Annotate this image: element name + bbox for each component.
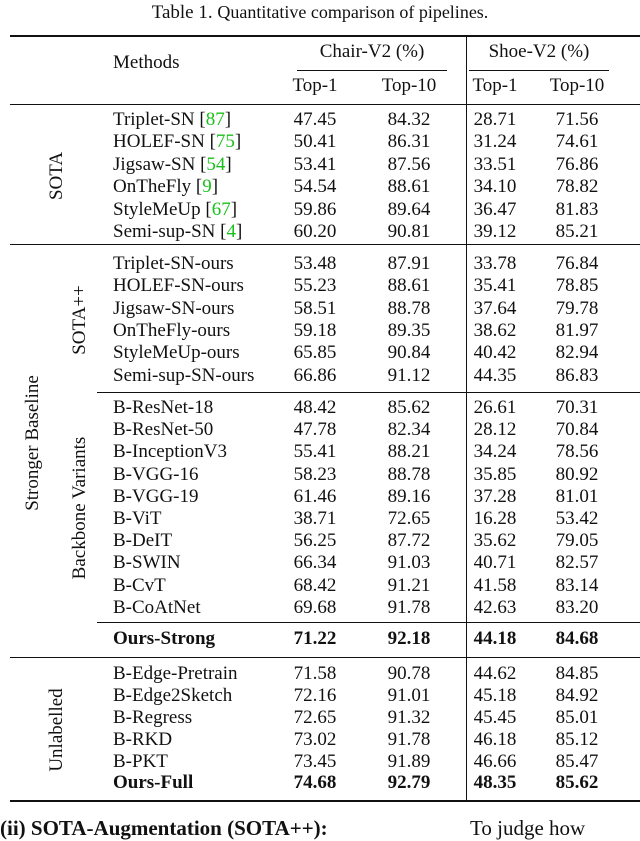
metric-cell: 91.03 [387,552,431,574]
method-name: B-RKD [113,728,173,750]
method-name: B-CoAtNet [113,596,201,618]
metric-cell: 81.83 [555,198,599,220]
shoe-header: Shoe-V2 (%) [488,41,590,62]
method-name: B-PKT [113,750,168,772]
caption-label: Table 1. [151,2,213,23]
metric-cell: 58.51 [293,297,337,319]
metric-cell: 89.64 [387,198,431,220]
metric-cell: 71.22 [293,628,337,649]
body-text-left: (ii) SOTA-Augmentation (SOTA++): [0,816,328,840]
metric-cell: 85.62 [387,397,431,418]
metric-cell: 53.42 [555,508,599,529]
metric-cell: 92.79 [387,772,431,793]
chair-top1-header: Top-1 [292,75,338,96]
metric-cell: 47.78 [293,419,337,441]
metric-cell: 66.86 [293,364,337,386]
metric-cell: 58.23 [293,463,337,485]
metric-cell: 28.12 [473,419,517,441]
metric-cell: 87.91 [387,253,431,274]
metric-cell: 60.20 [293,221,337,242]
top-rule [10,35,640,37]
metric-cell: 85.01 [555,706,599,728]
metric-cell: 44.35 [473,364,517,386]
bottom-rule [10,800,640,802]
metric-cell: 87.72 [387,530,431,552]
metric-cell: 37.64 [473,297,517,319]
table-caption [0,1,640,24]
metric-cell: 91.21 [387,574,431,596]
method-name: B-VGG-16 [113,463,199,485]
metric-cell: 90.81 [387,221,431,242]
metric-cell: 82.94 [555,342,599,364]
strong-rule [10,657,640,658]
caption-text: Quantitative comparison of pipelines. [217,2,489,22]
method-name: B-ResNet-18 [113,397,214,418]
metric-cell: 91.32 [387,706,431,728]
metric-cell: 76.84 [555,253,599,274]
metric-cell: 91.01 [387,684,431,706]
metric-cell: 31.24 [473,131,517,153]
method-name: B-VGG-19 [113,485,199,507]
method-name: B-InceptionV3 [113,441,227,463]
metric-cell: 44.18 [473,628,517,649]
metric-cell: 88.78 [387,463,431,485]
shoe-underline [469,70,609,71]
sota-rule [10,244,640,245]
citation-link[interactable]: 4 [226,221,236,242]
citation-link[interactable]: 54 [206,153,226,175]
method-name: HOLEF-SN [75] [113,131,242,153]
method-name: B-SWIN [113,552,181,574]
metric-cell: 83.14 [555,574,599,596]
metric-cell: 59.18 [293,319,337,341]
method-name: B-ViT [113,508,162,529]
metric-cell: 26.61 [473,397,517,418]
group-label-unlabelled: Unlabelled [46,688,67,772]
metric-cell: 89.16 [387,485,431,507]
metric-cell: 82.34 [387,419,431,441]
method-name: B-Edge-Pretrain [113,663,238,684]
metric-cell: 76.86 [555,153,599,175]
metric-cell: 81.97 [555,319,599,341]
method-name: Jigsaw-SN-ours [113,297,235,319]
method-name: Triplet-SN-ours [113,253,234,274]
metric-cell: 68.42 [293,574,337,596]
citation-link[interactable]: 75 [215,131,235,153]
metric-cell: 88.21 [387,441,431,463]
metric-cell: 91.12 [387,364,431,386]
metric-cell: 36.47 [473,198,517,220]
metric-cell: 71.56 [555,109,599,130]
metric-cell: 33.51 [473,153,517,175]
metric-cell: 81.01 [555,485,599,507]
metric-cell: 34.10 [473,176,517,198]
methods-header: Methods [113,52,180,73]
metric-cell: 35.85 [473,463,517,485]
method-name: B-Edge2Sketch [113,684,233,706]
metric-cell: 72.16 [293,684,337,706]
metric-cell: 73.45 [293,750,337,772]
metric-cell: 91.89 [387,750,431,772]
metric-cell: 41.58 [473,574,517,596]
metric-cell: 86.83 [555,364,599,386]
metric-cell: 90.78 [387,663,431,684]
metric-cell: 28.71 [473,109,517,130]
metric-cell: 70.84 [555,419,599,441]
metric-cell: 54.54 [293,176,337,198]
method-name: HOLEF-SN-ours [113,275,244,297]
method-name: Jigsaw-SN [54] [113,153,232,175]
metric-cell: 40.42 [473,342,517,364]
metric-cell: 42.63 [473,596,517,618]
metric-cell: 91.78 [387,596,431,618]
metric-cell: 79.78 [555,297,599,319]
metric-cell: 61.46 [293,485,337,507]
metric-cell: 84.68 [555,628,599,649]
group-label-sotapp: SOTA++ [69,285,90,355]
metric-cell: 83.20 [555,596,599,618]
metric-cell: 73.02 [293,728,337,750]
group-label-backbone-variants: Backbone Variants [69,436,90,580]
metric-cell: 65.85 [293,342,337,364]
metric-cell: 38.71 [293,508,337,529]
citation-link[interactable]: 87 [205,109,225,130]
backbone-rule [97,622,640,623]
metric-cell: 44.62 [473,663,517,684]
sotapp-rule [97,392,640,393]
metric-cell: 88.61 [387,176,431,198]
metric-cell: 38.62 [473,319,517,341]
metric-cell: 35.62 [473,530,517,552]
citation-link[interactable]: 67 [211,198,231,220]
metric-cell: 34.24 [473,441,517,463]
metric-cell: 78.56 [555,441,599,463]
method-name: Triplet-SN [87] [113,109,232,130]
method-name: Ours-Full [113,772,194,793]
metric-cell: 50.41 [293,131,337,153]
metric-cell: 66.34 [293,552,337,574]
metric-cell: 90.84 [387,342,431,364]
metric-cell: 84.92 [555,684,599,706]
metric-cell: 84.32 [387,109,431,130]
metric-cell: 55.41 [293,441,337,463]
metric-cell: 16.28 [473,508,517,529]
metric-cell: 45.45 [473,706,517,728]
method-name: Semi-sup-SN-ours [113,364,255,386]
shoe-top1-header: Top-1 [472,75,518,96]
metric-cell: 74.61 [555,131,599,153]
metric-cell: 71.58 [293,663,337,684]
group-label-stronger-baseline: Stronger Baseline [22,375,43,511]
metric-cell: 82.57 [555,552,599,574]
metric-cell: 72.65 [387,508,431,529]
chair-underline [297,70,447,71]
method-name: OnTheFly-ours [113,319,231,341]
metric-cell: 74.68 [293,772,337,793]
metric-cell: 70.31 [555,397,599,418]
metric-cell: 85.21 [555,221,599,242]
chair-top10-header: Top-10 [381,75,437,96]
method-name: Ours-Strong [113,628,216,649]
method-name: B-DeIT [113,530,173,552]
metric-cell: 47.45 [293,109,337,130]
metric-cell: 88.61 [387,275,431,297]
metric-cell: 80.92 [555,463,599,485]
metric-cell: 53.41 [293,153,337,175]
metric-cell: 45.18 [473,684,517,706]
metric-cell: 46.18 [473,728,517,750]
metric-cell: 88.78 [387,297,431,319]
method-name: OnTheFly [9] [113,176,219,198]
body-text-right: To judge how [470,816,586,840]
metric-cell: 46.66 [473,750,517,772]
metric-cell: 53.48 [293,253,337,274]
metric-cell: 56.25 [293,530,337,552]
metric-cell: 55.23 [293,275,337,297]
metric-cell: 40.71 [473,552,517,574]
metric-cell: 78.82 [555,176,599,198]
metric-cell: 85.62 [555,772,599,793]
method-name: StyleMeUp-ours [113,342,240,364]
header-rule [10,104,640,105]
metric-cell: 86.31 [387,131,431,153]
metric-cell: 78.85 [555,275,599,297]
metric-cell: 85.12 [555,728,599,750]
metric-cell: 87.56 [387,153,431,175]
shoe-top10-header: Top-10 [549,75,605,96]
metric-cell: 92.18 [387,628,431,649]
method-name: Semi-sup-SN [4] [113,221,243,242]
metric-cell: 69.68 [293,596,337,618]
metric-cell: 39.12 [473,221,517,242]
metric-cell: 72.65 [293,706,337,728]
metric-cell: 89.35 [387,319,431,341]
metric-cell: 79.05 [555,530,599,552]
metric-cell: 48.42 [293,397,337,418]
group-label-sota: SOTA [46,151,67,201]
method-name: B-Regress [113,706,193,728]
citation-link[interactable]: 9 [202,176,212,198]
metric-cell: 33.78 [473,253,517,274]
metric-cell: 91.78 [387,728,431,750]
metric-cell: 48.35 [473,772,517,793]
metric-cell: 85.47 [555,750,599,772]
method-name: B-CvT [113,574,166,596]
metric-cell: 84.85 [555,663,599,684]
method-name: B-ResNet-50 [113,419,214,441]
chair-header: Chair-V2 (%) [319,41,425,62]
metric-cell: 59.86 [293,198,337,220]
metric-cell: 37.28 [473,485,517,507]
method-name: StyleMeUp [67] [113,198,238,220]
metric-cell: 35.41 [473,275,517,297]
